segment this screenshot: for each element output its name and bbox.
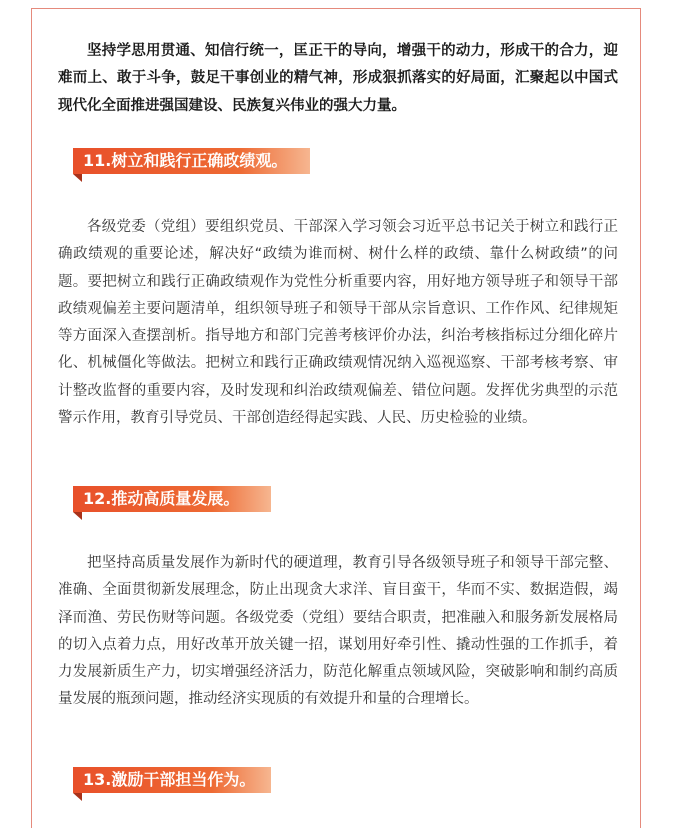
section-12-body-block (58, 550, 618, 714)
section-heading-bar (73, 767, 271, 793)
ribbon-fold (73, 793, 82, 801)
section-11-paragraph: 各级党委（党组）要组织党员、干部深入学习领会习近平总书记关于树立和践行正确政绩观的重要论述，解决好“政绩为谁而树、树什么样的政绩、靠什么树政绩”的问题。要把树立和践行正确政绩观作为党性分析重要内容，用好地方领导班子和领导干部政绩观偏差主要问题清单，组织领导班子和领导干部从宗旨意识、工作作风、纪律规矩等方面深入查摆剖析。指导地方和部门完善考核评价办法，纠治考核指标过分细化碎片化、机械僵化等做法。把树立和践行正确政绩观情况纳入巡视巡察、干部考核考察、审计整改监督的重要内容，及时发现和纠治政绩观偏差、错位问题。发挥优劣典型的示范警示作用，教育引导党员、干部创造经得起实践、人民、历史检验的业绩。 (58, 219, 618, 427)
intro-paragraph-block (58, 38, 618, 120)
section-heading-bar (73, 486, 271, 512)
section-heading-label: 13.激励干部担当作为。 (83, 770, 256, 789)
section-heading-label: 11.树立和践行正确政绩观。 (83, 151, 288, 170)
section-11-body-block (58, 214, 618, 432)
ribbon-fold (73, 174, 82, 182)
section-heading-label: 12.推动高质量发展。 (83, 489, 240, 508)
section-heading-bar (73, 148, 310, 174)
section-12-paragraph: 把坚持高质量发展作为新时代的硬道理，教育引导各级领导班子和领导干部完整、准确、全面贯彻新发展理念，防止出现贪大求洋、盲目蛮干，华而不实、数据造假，竭泽而渔、劳民伤财等问题。各级党委（党组）要结合职责，把准融入和服务新发展格局的切入点着力点，用好改革开放关键一招，谋划用好牵引性、撬动性强的工作抓手，着力发展新质生产力，切实增强经济活力，防范化解重点领域风险，突破影响和制约高质量发展的瓶颈问题，推动经济实现质的有效提升和量的合理增长。 (58, 555, 618, 708)
intro-paragraph: 坚持学思用贯通、知信行统一，匡正干的导向，增强干的动力，形成干的合力，迎难而上、敢于斗争，鼓足干事创业的精气神，形成狠抓落实的好局面，汇聚起以中国式现代化全面推进强国建设、民族复兴伟业的强大力量。 (58, 43, 618, 114)
ribbon-fold (73, 512, 82, 520)
